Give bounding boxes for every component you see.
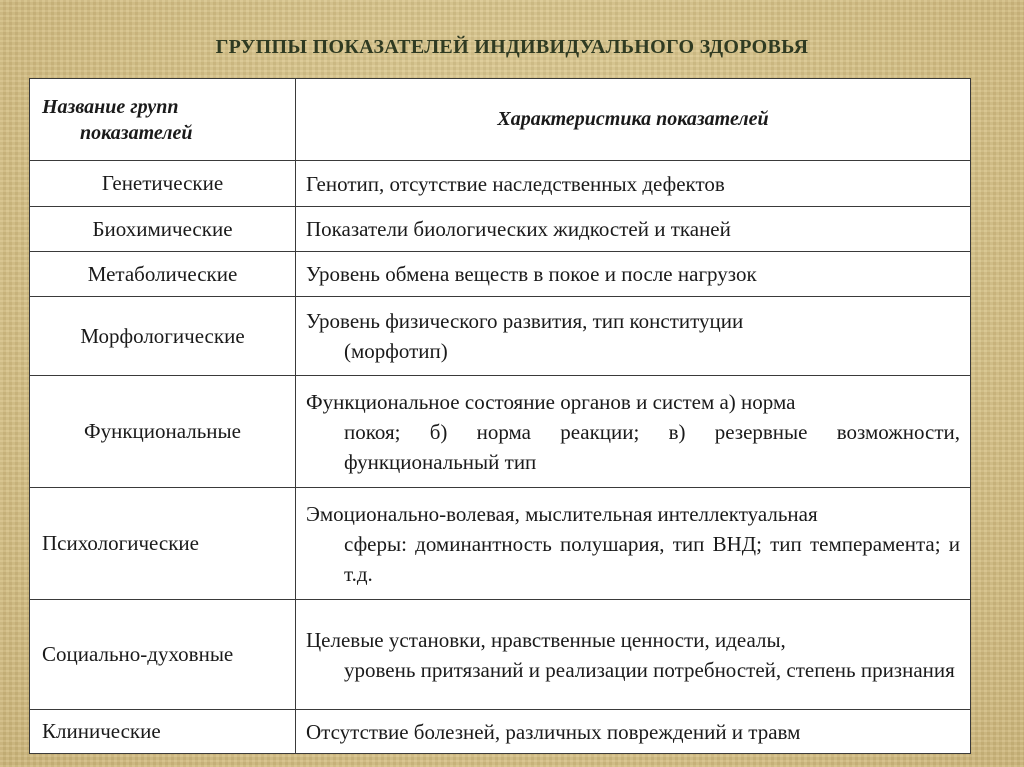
- header-group-name: [30, 79, 296, 161]
- table-row: [30, 207, 971, 252]
- header-group-name-line1: Название групп: [42, 95, 179, 118]
- row-description-text: Функциональное состояние органов и систем а) норма: [306, 389, 796, 414]
- row-description-continuation: покоя; б) норма реакции; в) резервные возможности, функциональный тип: [344, 419, 960, 474]
- row-name: Генетические: [30, 161, 296, 207]
- row-name: Психологические: [30, 488, 296, 600]
- row-name: Клинические: [30, 710, 296, 754]
- row-description-text: Отсутствие болезней, различных повреждений и травм: [306, 719, 801, 744]
- row-description: [296, 161, 971, 207]
- row-description-text: Целевые установки, нравственные ценности, идеалы,: [306, 627, 786, 652]
- table-row: [30, 710, 971, 754]
- table-row: [30, 161, 971, 207]
- row-description-text: Показатели биологических жидкостей и тканей: [306, 217, 731, 241]
- table-row: [30, 488, 971, 600]
- row-description-continuation: сферы: доминантность полушария, тип ВНД; тип темперамента; и т.д.: [344, 531, 960, 586]
- row-description-text: Генотип, отсутствие наследственных дефектов: [306, 171, 725, 196]
- slide-title: ГРУППЫ ПОКАЗАТЕЛЕЙ ИНДИВИДУАЛЬНОГО ЗДОРОВЬЯ: [215, 36, 809, 58]
- table-row: [30, 376, 971, 488]
- row-name: Социально-духовные: [30, 600, 296, 710]
- row-name: Функциональные: [30, 376, 296, 488]
- row-name: Морфологические: [30, 297, 296, 376]
- row-description: [296, 376, 971, 488]
- header-characteristic: Характеристика показателей: [296, 79, 971, 161]
- row-name: Метаболические: [30, 252, 296, 297]
- table-header-row: [30, 79, 971, 161]
- row-description-text: Уровень обмена веществ в покое и после нагрузок: [306, 262, 757, 286]
- row-description: [296, 710, 971, 754]
- row-description: [296, 297, 971, 376]
- table-row: [30, 252, 971, 297]
- row-name: Биохимические: [30, 207, 296, 252]
- table-row: [30, 600, 971, 710]
- table-row: [30, 297, 971, 376]
- health-indicators-table: [29, 78, 971, 754]
- row-description: [296, 252, 971, 297]
- row-description-text: Эмоционально-волевая, мыслительная интеллектуальная: [306, 501, 818, 526]
- row-description-continuation: уровень притязаний и реализации потребностей, степень признания: [344, 657, 955, 682]
- row-description-continuation: (морфотип): [344, 339, 448, 363]
- row-description-text: Уровень физического развития, тип конституции: [306, 309, 744, 333]
- row-description: [296, 488, 971, 600]
- header-group-name-line2: показателей: [80, 121, 193, 144]
- row-description: [296, 207, 971, 252]
- row-description: [296, 600, 971, 710]
